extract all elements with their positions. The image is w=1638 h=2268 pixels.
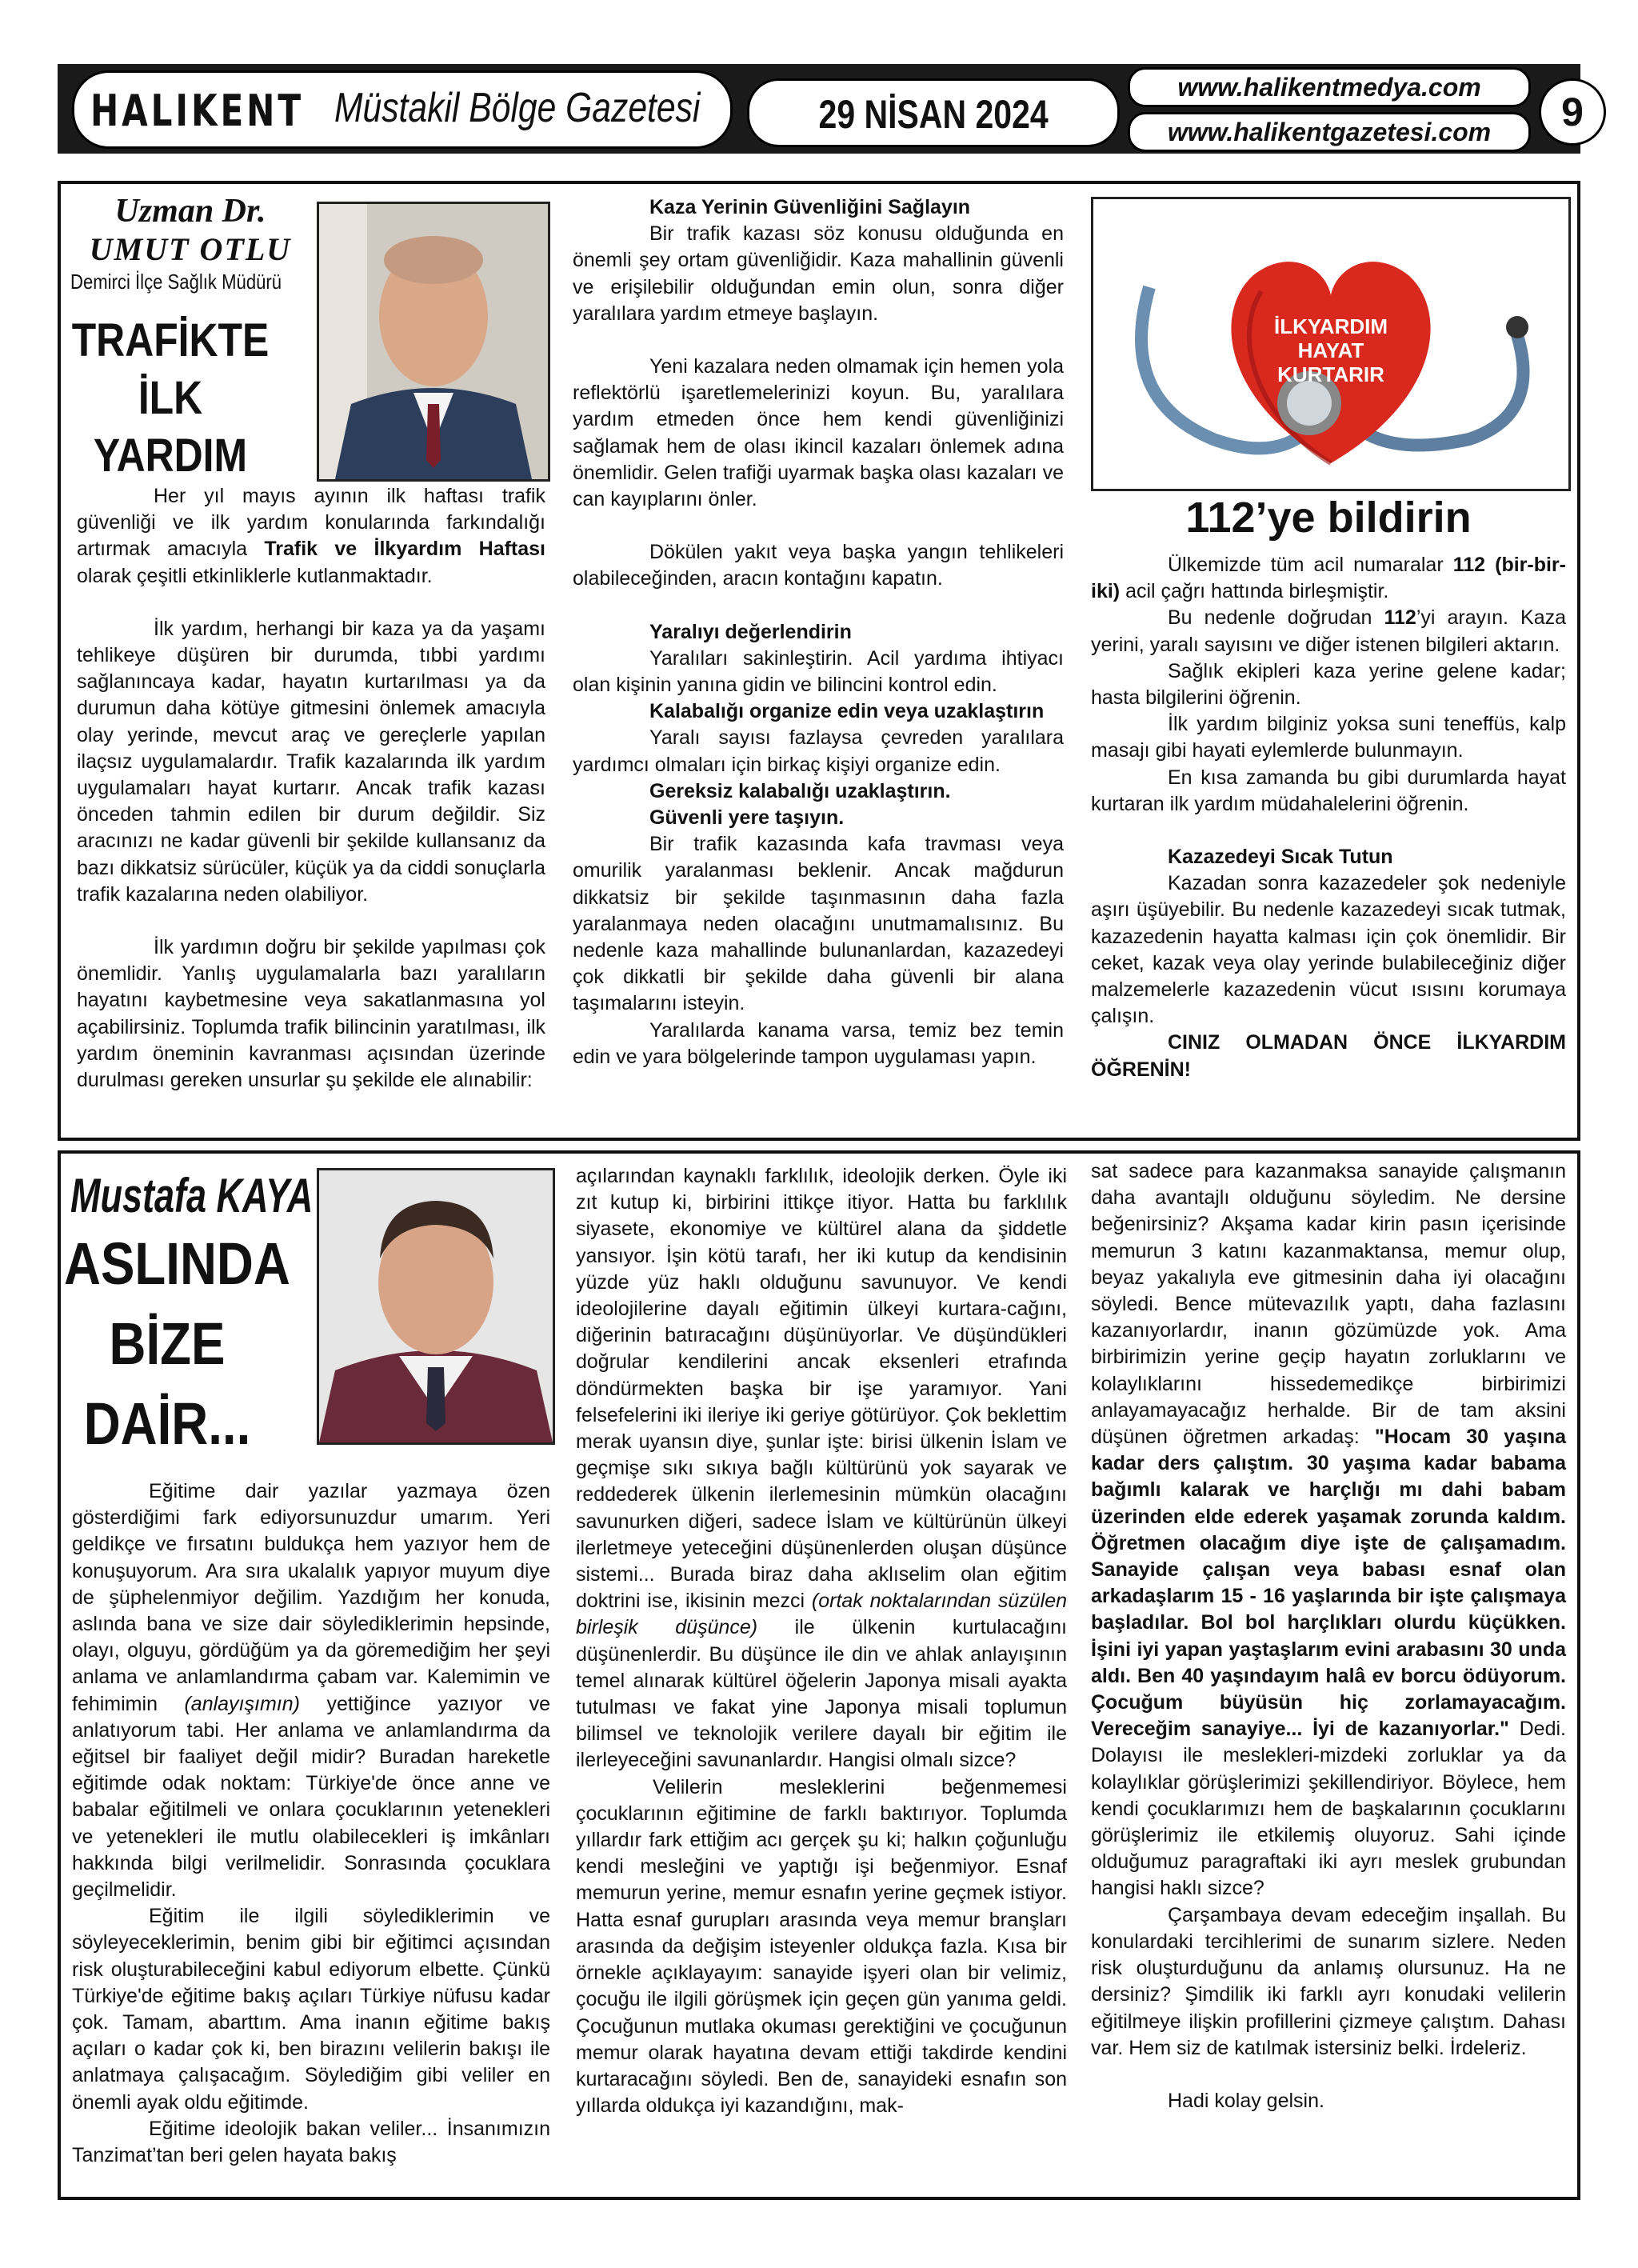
article-1-column-1: [77, 483, 545, 1094]
paragraph: Bir trafik kazasında kafa travması veya omurilik yaralanması beklenir. Ancak mağdurun dikkatsiz bir şekilde taşınmasının daha fazla yaralanmaya neden olacağını unutmamalısınız. Bu nedenle kaza mahallinde bulunanlardan, kazazedeyi çok dikkatli bir şekilde daha güvenli bir alana taşımalarını isteyin.: [573, 833, 1064, 1015]
text: Eğitime dair yazılar yazmaya özen gösterdiğimi fark ediyorsunuzdur umarım. Yeri geldikçe ve fırsatını buldukça hem yazıyor hem de konuşuyorum. Ara sıra ukalalık yapıyor muyum diye de şüphelenmiyor değilim. Yazdığım her konuda, aslında bana ve size dair söylediklerimin hepsinde, olayı, olguyu, gördüğüm ya da göremediğim her şeyi anlama ve anlamlandırma çabam var. Kalemimin ve fehimimin: [72, 1480, 550, 1715]
subheading: Gereksiz kalabalığı uzaklaştırın.: [649, 779, 951, 802]
paragraph: Velilerin mesleklerini beğenmemesi çocuklarının eğitimine de farklı baktırıyor. Toplumda yıllardır fark ettiğim acı gerçek şu ki; halkın çoğunluğu kendi mesleğini ve yaptığı işi beğenmiyor. Esnaf memurun yerine, memur esnafın yerine geçmek istiyor. Hatta esnaf gurupları arasında veya memur branşları arasında da değişim isteyenler oldukça fazla. Kısa bir örnekle açıklayayım: sanayide işyeri olan bir velimiz, çocuğu ile ilgili görüşmek için geçen gün yanıma geldi. Çocuğunun mutlaka okuması gerektiğini ve çocuğunun memur olarak hayatına devam ettiği takdirde kendini kurtaracağını söyledi. Ben de, sanayideki esnafın son yıllarda oldukça iyi kazandığını, mak-: [576, 1775, 1067, 2118]
article-2-column-2: [576, 1163, 1067, 2119]
paragraph: Sağlık ekipleri kaza yerine gelene kadar; hasta bilgilerini öğrenin.: [1091, 659, 1566, 710]
brand-subtitle: Müstakil Bölge Gazetesi: [334, 85, 701, 131]
bold-quote: "Hocam 30 yaşına kadar ders çalıştım. 30 yaşıma kadar babama bağımlı kalarak ve harçlığı mı dahi babam üzerinden elde ederek yaşamak zorunda kaldım. Öğretmen olacağım diye işte de çalışamadım. Sanayide çalışan veya babası esnaf olan arkadaşlarım 15 - 16 yaşlarında bir işte çalışmaya başladılar. Bol bol harçlıkları olurdu küçükken. İşini iyi yapan yaştaşlarım evini arabasını 30 unda aldı. Ben 40 yaşındayım halâ ev borcu ödüyorum. Çocuğum büyüsün hiç zorlamayacağım. Vereceğim sanayiye... İyi de kazanıyorlar.": [1091, 1426, 1566, 1741]
text: Dedi. Dolayısı ile meslekleri-mizdeki zorluklar ya da kolaylıklar görüşlerimizi şekillendiriyor. Böylece, hem kendi çocuklarımızı hem de başkalarının çocuklarını görüşlerimiz ile etkilemiş oluyoruz. Sahi içinde olduğumuz paragraftaki iki ayrı meslek grubundan hangisi haklı sizce?: [1091, 1718, 1566, 1900]
masthead: [58, 64, 1584, 154]
author-photo: [317, 1168, 555, 1445]
article-2-byline: [70, 1168, 318, 1223]
italic-text: (ortak noktalarından süzülen birleşik düşünce): [576, 1590, 1068, 1639]
text: yettiğince yazıyor ve anlatıyorum tabi. Her anlama ve anlamlandırma da eğitsel bir faaliyet değil midir? Buradan hareketle eğitimde odak noktam: Türkiye'de önce anne ve babalar eğitilmeli ve onlara çocuklarının yetenekleri ve yetenekleri ile mutlu olabilecekleri iş imkânları hakkında bilgi verilmelidir. Sonrasında çocuklara geçilmelidir.: [72, 1692, 551, 1902]
paragraph: Yeni kazalara neden olmamak için hemen yola reflektörlü işaretlemelerinizi koyun. Bu, yaralılara yardım etmeden önce hem kendi güvenliğinizi sağlamak hem de olası ikincil kazaları önlemek adına önemlidir. Gelen trafiği uyarmak başka olası kazaları ve can kayıplarını önler.: [573, 355, 1064, 511]
author-photo: [317, 202, 550, 482]
image-text-2: HAYAT: [1297, 338, 1364, 362]
paragraph: [1091, 552, 1566, 605]
brand-name: HALIKENT: [90, 86, 304, 136]
headline-line-1: TRAFİKTE: [71, 314, 270, 366]
stethoscope-heart-icon: [1093, 199, 1568, 489]
article-1-headline: [67, 312, 307, 485]
website-link-2[interactable]: www.halikentgazetesi.com: [1128, 112, 1531, 152]
paragraph: [1091, 1158, 1566, 1902]
text: ile ülkenin kurtulacağını düşünenlerdir. Bu düşünce ile din ve ahlak anlayışının temel alınarak kültürel öğelerin Japonya misali ayakta tutulması ve fakat yine Japonya misali toplumun bilimsel ve teknolojik verilere dayalı bir eğitim ile ilerleyeceğini savunanlardır. Hangisi olmalı sizce?: [576, 1616, 1067, 1772]
paragraph: [1091, 605, 1566, 658]
brand-pill: [72, 70, 733, 149]
website-link-1[interactable]: www.halikentmedya.com: [1128, 67, 1531, 107]
article-2-column-3: [1091, 1158, 1566, 2114]
article-2-column-1: [72, 1478, 550, 2169]
author-portrait-icon: [319, 204, 548, 479]
text: açılarından kaynaklı farklılık, ideolojik derken. Öyle iki zıt kutup ki, birbirini ittikçe itiyor. Hatta bu farklılık siyasete, ekonomiye ve kültürel alana da şiddetle yansıyor. İşin kötü tarafı, her iki kutup da kendisinin yüzde yüz haklı olduğunu savunuyor. Ve kendi ideolojilerine dayalı eğitimin ülkeyi kurtara-cağını, diğerinin batıracağını düşünüyorlar. Ve düşündükleri doğrular kendilerini ancak eksenleri etrafında döndürmekten başka bir işe yaramıyor. Yani felsefelerini iki ileriye iki geriye götürüyor. Çok beklettim merak uyansın diye, şunlar işte: birisi ülkenin İslam ve geçmişe sıkı sıkıya bağlı kültürünü yok sayarak ve reddederek ülkenin ilerlemesinin mümkün olacağını savunurken diğeri, sadece İslam ve kültürünün ülkeyi ilerletmeye yeteceğini düşünenlerden oluşan düşünce sistemi... Burada biraz daha aklıselim olan eğitim doktrini ise, ikisinin mezci: [576, 1165, 1067, 1613]
article-1-column-3: [1091, 552, 1566, 1083]
author-name: Mustafa KAYA: [70, 1169, 314, 1222]
headline-line-3: DAİR...: [83, 1390, 251, 1457]
page-number: 9: [1539, 78, 1606, 146]
text: olarak çeşitli etkinliklerle kutlanmaktadır.: [77, 564, 433, 587]
image-text-3: KURTARIR: [1277, 362, 1384, 386]
signoff: Hadi kolay gelsin.: [1168, 2089, 1324, 2112]
paragraph: Eğitime ideolojik bakan veliler... İnsanımızın Tanzimat’tan beri gelen hayata bakış: [72, 2117, 550, 2167]
headline-line-1: ASLINDA: [64, 1230, 290, 1297]
paragraph: Yaralılarda kanama varsa, temiz bez temin edin ve yara bölgelerinde tampon uygulaması yapın.: [573, 1018, 1064, 1068]
paragraph: [576, 1163, 1067, 1774]
headline-line-2: İLK: [138, 372, 203, 424]
paragraph: Bir trafik kazası söz konusu olduğunda en önemli şey ortam güvenliğidir. Kaza mahallinin güvenli ve erişilebilir olduğundan emin olun, sonra diğer yaralılara yardım etmeye başlayın.: [573, 222, 1064, 325]
article-1-byline: [70, 192, 310, 294]
author-name: UMUT OTLU: [89, 231, 292, 267]
paragraph: Çarşambaya devam edeceğim inşallah. Bu konulardaki tercihlerimi de sunarım sizlere. Neden risk oluşturduğunu da anlamış olursunuz. Ha ne dersiniz? Şimdilik iki farklı ayrı konudaki velilerin eğitilmeye ilişkin profillerini çizmeye çalıştım. Dahası var. Hem siz de katılmak istersiniz belki. İrdeleriz.: [1091, 1903, 1566, 2059]
text: acil çağrı hattında birleşmiştir.: [1120, 580, 1389, 603]
paragraph: İlk yardımın doğru bir şekilde yapılması çok önemlidir. Yanlış uygulamalarla bazı yaralıların hayatını kaybetmesine veya sakatlanmasına yol açabilirsiniz. Toplumda trafik bilincinin yaratılması, ilk yardım öneminin kavranması açısından üzerinde durulması gereken unsurlar şu şekilde ele alınabilir:: [77, 936, 545, 1092]
issue-date-text: 29 NİSAN 2024: [818, 92, 1049, 137]
italic-text: (anlayışımın): [184, 1692, 300, 1715]
issue-date: [747, 78, 1120, 147]
paragraph: Yaralı sayısı fazlaysa çevreden yaralılara yardımcı olmaları için birkaç kişiyi organize edin.: [573, 726, 1064, 776]
bold-text: 112: [1384, 606, 1416, 630]
paragraph: Yaralıları sakinleştirin. Acil yardıma ihtiyacı olan kişinin yanına gidin ve bilincini kontrol edin.: [573, 646, 1064, 697]
author-portrait-icon: [319, 1170, 553, 1442]
headline-line-2: BİZE: [109, 1310, 226, 1377]
paragraph: Kazadan sonra kazazedeler şok nedeniyle aşırı üşüyebilir. Bu nedenle kazazedeyi sıcak tutmak, kazazedenin hayatta kalması için çok önemlidir. Bir ceket, kazak veya olay yerinde bulabileceğiniz diğer malzemelerle kazazedenin vücut ısısını korumaya çalışın.: [1091, 872, 1566, 1028]
subheading: Kazazedeyi Sıcak Tutun: [1168, 846, 1393, 869]
subheading: Kaza Yerinin Güvenliğini Sağlayın: [649, 196, 971, 218]
author-role: Demirci İlçe Sağlık Müdürü: [70, 270, 282, 294]
paragraph: En kısa zamanda bu gibi durumlarda hayat kurtaran ilk yardım müdahalelerini öğrenin.: [1091, 766, 1566, 815]
paragraph: İlk yardım bilginiz yoksa suni teneffüs, kalp masajı gibi hayati eylemlerde bulunmayın.: [1091, 713, 1566, 762]
image-text-1: İLKYARDIM: [1273, 314, 1388, 338]
paragraph: Eğitim ile ilgili söylediklerimin ve söyleyeceklerimin, benim gibi bir eğitimci açısından risk oluşturabileceğini kabul ediyorum elbette. Çünkü Türkiye'de eğitime bakış açıları Türkiye nüfusu kadar çok. Tamam, abarttım. Ama inanın eğitime bakış açıları o kadar çok ki, ben birazını velilerin bakışı ile anlatmaya çalışacağım. Söylediğim gibi veliler en önemli ayak oldu eğitimde.: [72, 1905, 550, 2114]
text: Her yıl mayıs ayının ilk haftası trafik güvenliği ve ilk yardım konularında farkındalığı artırmak amacıyla: [77, 485, 545, 561]
subheading: Yaralıyı değerlendirin: [649, 620, 852, 643]
section-heading-112: 112’ye bildirin: [1185, 494, 1472, 542]
text: Bu nedenle doğrudan: [1168, 606, 1384, 630]
text: sat sadece para kazanmaksa sanayide çalışmanın daha avantajlı olduğunu söyledim. Ne dersine beğenirsiniz? Akşama kadar kirin pasın içerisinde memurun 3 katını kazanmaktansa, memur olup, beyaz yakalıyla eve gitmesinin daha iyi olacağını söyledi. Bence mütevazılık yaptı, daha fazlasını kazanıyorlardır, inanın gözümüzde yok. Ama birbirimizin yerine geçip hayatın zorluklarını ve kolaylıklarını hissedemedikçe birbirimizi anlayamayacağız herhalde. Bir de tam aksini düşünen öğretmen arkadaş:: [1091, 1160, 1566, 1449]
text: Ülkemizde tüm acil numaralar: [1168, 554, 1453, 576]
first-aid-image: [1091, 197, 1571, 491]
paragraph: İlk yardım, herhangi bir kaza ya da yaşamı tehlikeye düşüren bir durumda, tıbbi yardımı sağlanıncaya kadar, hayatın kurtarılması ya da durumun daha kötüye gitmesini önlemek amacıyla olay yerinde, mevcut araç ve gereçlerle yapılan ilaçsız uygulamalardır. Trafik kazalarında ilk yardım uygulamaları hayat kurtarır. Ancak trafik kazası önceden tahmin edilen bir durum değildir. Siz aracınızı ne kadar güvenli bir şekilde kullansanız da bazı dikkatsiz sürücüler, küçük ya da ciddi sonuçlarla trafik kazalarına neden olabiliyor.: [77, 617, 545, 906]
paragraph: [72, 1478, 550, 1903]
paragraph: [77, 483, 545, 590]
subheading: Güvenli yere taşıyın.: [649, 806, 845, 830]
text: ’yi arayın. Kaza yerini, yaralı sayısını ve diğer istenen bilgileri aktarın.: [1091, 606, 1566, 656]
author-title: Uzman Dr.: [114, 193, 266, 230]
article-1-column-2: [573, 194, 1064, 1070]
paragraph: Dökülen yakıt veya başka yangın tehlikeleri olabileceğinden, aracın kontağını kapatın.: [573, 541, 1064, 590]
closing-line: CINIZ OLMADAN ÖNCE İLKYARDIM ÖĞRENİN!: [1091, 1031, 1566, 1081]
subheading: Kalabalığı organize edin veya uzaklaştırın: [649, 700, 1045, 723]
headline-line-3: YARDIM: [93, 430, 248, 482]
bold-text: Trafik ve İlkyardım Haftası: [264, 538, 546, 561]
bold-text: 112 (bir-bir-iki): [1091, 554, 1566, 603]
article-2-headline: [64, 1224, 304, 1464]
